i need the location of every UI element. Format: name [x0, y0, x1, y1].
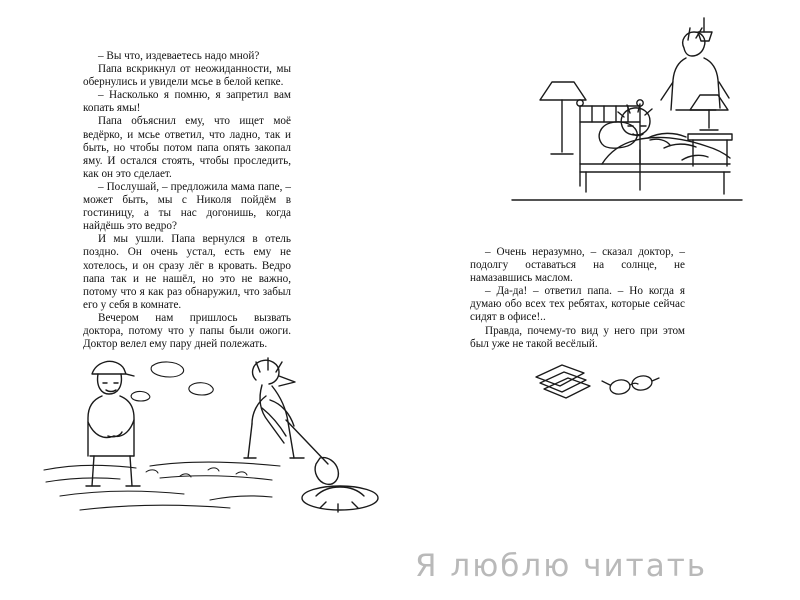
watermark-text: Я люблю читать — [415, 548, 708, 584]
paragraph: – Очень неразумно, – сказал доктор, – подолгу оставаться на солнце, не намазавшись маслом. — [470, 246, 685, 285]
left-text-column — [83, 50, 291, 351]
paragraph: И мы ушли. Папа вернулся в отель поздно. Он очень устал, есть ему не хотелось, и он сразу лёг в кровать. Ведро папа так и не нашёл, но это не важно, потому что я как раз обнаружил, что забыл его у себя в комнате. — [83, 233, 291, 311]
hanging-lamp-icon — [698, 18, 712, 41]
paragraph: – Насколько я помню, я запретил вам копать ямы! — [83, 89, 291, 115]
floor-lamp-icon — [540, 82, 586, 154]
sunglasses-icon — [602, 374, 659, 395]
doctor-figure — [661, 28, 729, 110]
book-and-sunglasses-illustration — [530, 355, 660, 410]
bed-headboard — [577, 100, 643, 190]
patient-head — [618, 104, 652, 136]
open-book-icon — [536, 365, 590, 398]
man-in-bed-illustration — [452, 14, 752, 229]
sand-squiggles — [131, 362, 213, 401]
digging-man-figure — [244, 358, 304, 458]
paragraph: – Да-да! – ответил папа. – Но когда я думаю обо всех тех ребятах, которые сейчас сидят в офисе!.. — [470, 285, 685, 324]
patient-arm — [650, 139, 670, 145]
paragraph: Правда, почему-то вид у него при этом был уже не такой весёлый. — [470, 324, 685, 350]
blanket — [602, 133, 730, 164]
shovel-icon — [286, 420, 338, 484]
paragraph: Папа объяснил ему, что ищет моё ведёрко, и мсье ответил, что ладно, так и быть, но чтобы потом папа опять закопал яму. И остался стоять, чтобы проследить, как он это сделает. — [83, 115, 291, 180]
sand-hole — [302, 486, 378, 512]
beach-digging-illustration — [40, 350, 400, 525]
paragraph: Папа вскрикнул от неожиданности, мы обернулись и увидели мсье в белой кепке. — [83, 63, 291, 89]
paragraph: – Послушай, – предложила мама папе, – может быть, мы с Николя пойдём в гостиницу, а ты нас догонишь, когда найдёшь это ведро? — [83, 180, 291, 233]
beach-ground — [44, 462, 280, 510]
right-text-column — [470, 246, 685, 351]
paragraph: – Вы что, издеваетесь надо мной? — [98, 50, 260, 62]
paragraph: Вечером нам пришлось вызвать доктора, потому что у папы были ожоги. Доктор велел ему пару дней полежать. — [83, 311, 291, 351]
